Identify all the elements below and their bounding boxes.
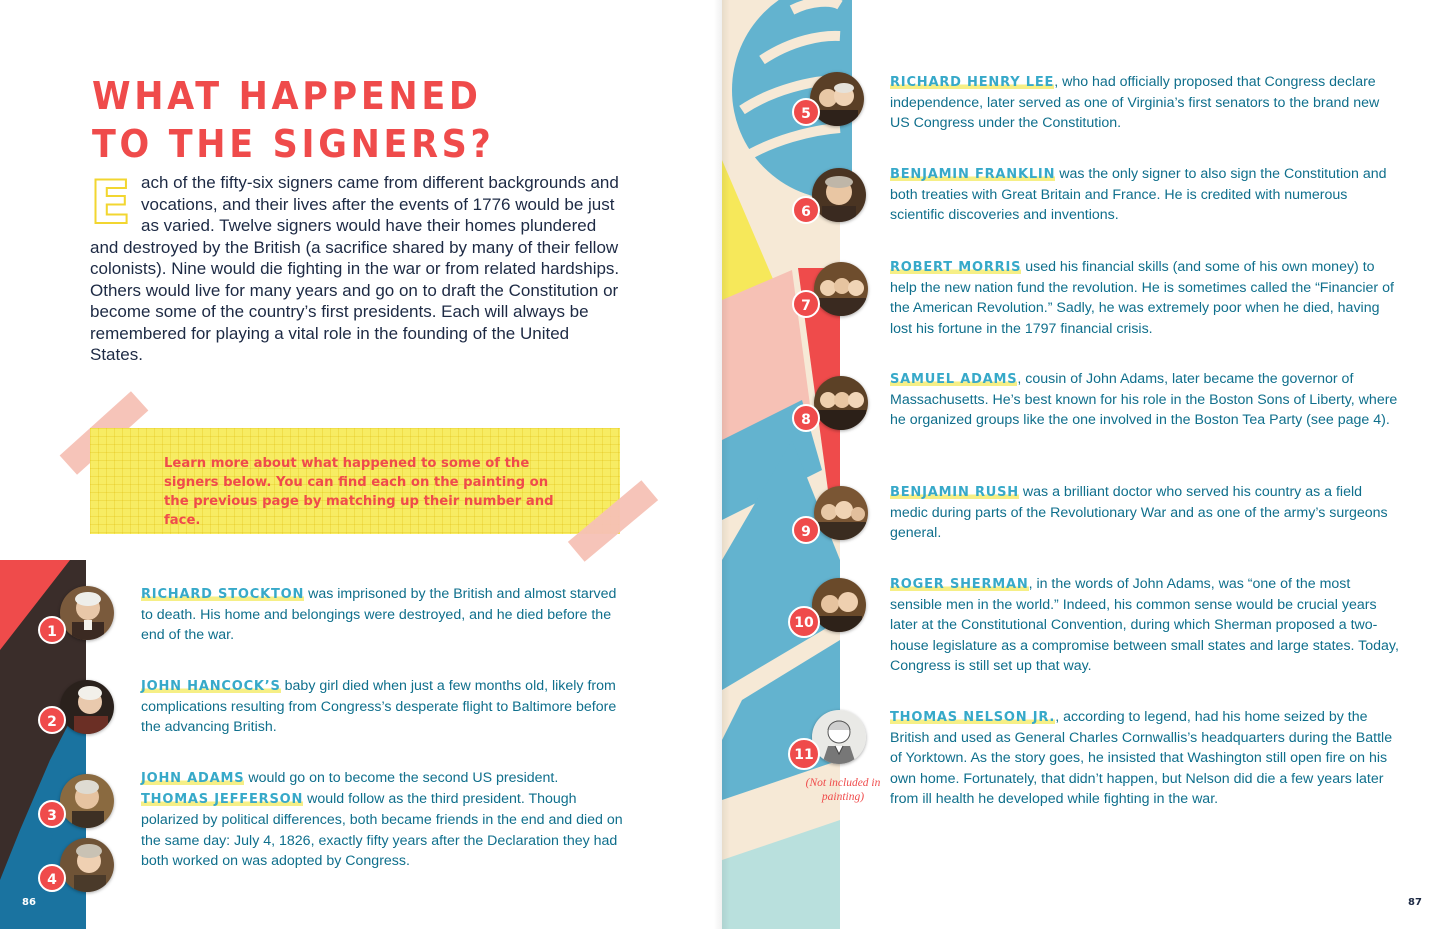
signer-entry xyxy=(141,768,631,871)
signer-name: ROGER SHERMAN xyxy=(890,577,1029,592)
portrait-icon xyxy=(60,680,114,734)
portrait-icon xyxy=(814,486,868,540)
signer-name: JOHN ADAMS xyxy=(141,771,245,786)
signer-entry xyxy=(141,676,631,738)
portrait-icon xyxy=(812,710,866,764)
number-badge: 5 xyxy=(792,98,820,126)
signer-entry xyxy=(890,707,1400,809)
signer-text: , in the words of John Adams, was “one of the most sensible men in the world.” Indeed, his common sense would be crucial years later at the Constitutional Convention, during which Sherman proposed a two-house legislature as a compromise between small states and large states. Today, Congress is still set up that way. xyxy=(890,576,1399,674)
portrait-icon xyxy=(814,376,868,430)
portrait-icon xyxy=(60,838,114,892)
number-badge: 4 xyxy=(38,864,66,892)
intro-paragraph xyxy=(90,168,625,366)
number-badge: 1 xyxy=(38,616,66,644)
number-badge: 9 xyxy=(792,516,820,544)
intro-text: ach of the fifty-six signers came from different backgrounds and vocations, and their lives after the events of 1776 would be just as varied. Twelve signers would have their homes plundered and destroyed by the British (a sacrifice shared by many of their fellow colonists). Nine would die fighting in the war or from related hardships. Others would live for many years and go on to draft the Constitution or become some of the country’s first presidents. Each will always be remembered for playing a vital role in the founding of the United States. xyxy=(90,173,620,364)
signer-entry xyxy=(890,369,1400,431)
drop-cap-letter: E xyxy=(90,168,131,238)
portrait-icon xyxy=(60,586,114,640)
signer-entry xyxy=(890,482,1400,544)
signer-entry xyxy=(890,257,1400,339)
not-included-caption: (Not included in painting) xyxy=(805,777,881,803)
signer-text: was the only signer to also sign the Constitution and both treaties with Great Britain and France. He is credited with numerous scientific discoveries and inventions. xyxy=(890,166,1387,224)
signer-name: SAMUEL ADAMS xyxy=(890,372,1018,387)
left-page xyxy=(0,0,722,929)
signer-entry xyxy=(141,584,631,646)
signer-name: ROBERT MORRIS xyxy=(890,260,1022,275)
note-text: Learn more about what happened to some of the signers below. You can find each on the painting on the previous page by matching up their number and face. xyxy=(164,456,554,528)
signer-text: , who had officially proposed that Congress declare independence, later served as one of Virginia’s first senators to the brand new US Congress under the Constitution. xyxy=(890,74,1380,132)
number-badge: 7 xyxy=(792,290,820,318)
page-number: 87 xyxy=(1408,897,1422,908)
signer-entry xyxy=(890,574,1400,676)
note-box xyxy=(90,428,620,534)
signer-entry xyxy=(890,72,1400,134)
signer-text: , according to legend, had his home seized by the British and used as General Charles Cornwallis’s headquarters during the Battle of Yorktown. As the story goes, he insisted that Washington still open fire on his own home. Fortunately, that didn’t happen, but Nelson did die a few years later from ill health he developed while fighting in the war. xyxy=(890,709,1393,807)
page-number: 86 xyxy=(22,897,36,908)
signer-text: used his financial skills (and some of his own money) to help the new nation fund the revolution. He is sometimes called the “Financier of the American Revolution.” Sadly, he was extremely poor when he died, having lost his fortune in the 1797 financial crisis. xyxy=(890,259,1394,337)
signer-text: would follow as the third president. Though polarized by political differences, both became friends in the end and died on the same day: July 4, 1826, exactly fifty years after the Declaration they had both worked on was adopted by Congress. xyxy=(141,791,623,869)
page-title: WHAT HAPPENED TO THE SIGNERS? xyxy=(92,74,495,166)
signer-name: BENJAMIN FRANKLIN xyxy=(890,167,1056,182)
number-badge: 3 xyxy=(38,800,66,828)
signer-name: RICHARD HENRY LEE xyxy=(890,75,1055,90)
number-badge: 6 xyxy=(792,196,820,224)
portrait-icon xyxy=(814,262,868,316)
signer-name: THOMAS NELSON JR. xyxy=(890,710,1056,725)
signer-entry xyxy=(890,164,1400,226)
number-badge: 8 xyxy=(792,404,820,432)
signer-name: RICHARD STOCKTON xyxy=(141,587,305,602)
signer-text: would go on to become the second US president. xyxy=(244,770,559,786)
gutter-shadow xyxy=(714,0,730,929)
portrait-icon xyxy=(812,168,866,222)
signer-name: THOMAS JEFFERSON xyxy=(141,792,304,808)
signer-name: JOHN HANCOCK’S xyxy=(141,679,281,694)
number-badge: 2 xyxy=(38,706,66,734)
signer-text: was a brilliant doctor who served his country as a field medic during parts of the Revolutionary War and as one of the army’s surgeons general. xyxy=(890,484,1388,542)
signer-text: was imprisoned by the British and almost starved to death. His home and belongings were destroyed, and he died before the end of the war. xyxy=(141,586,617,644)
number-badge: 11 xyxy=(788,738,820,770)
signer-text: baby girl died when just a few months old, likely from complications resulting from Congress’s desperate flight to Baltimore before the advancing British. xyxy=(141,678,617,736)
signer-text: , cousin of John Adams, later became the governor of Massachusetts. He’s best known for his role in the Boston Sons of Liberty, where he organized groups like the one involved in the Boston Tea Party (see page 4). xyxy=(890,371,1398,429)
portrait-icon xyxy=(60,774,114,828)
portrait-icon xyxy=(812,578,866,632)
number-badge: 10 xyxy=(788,606,820,638)
signer-name: BENJAMIN RUSH xyxy=(890,485,1019,500)
